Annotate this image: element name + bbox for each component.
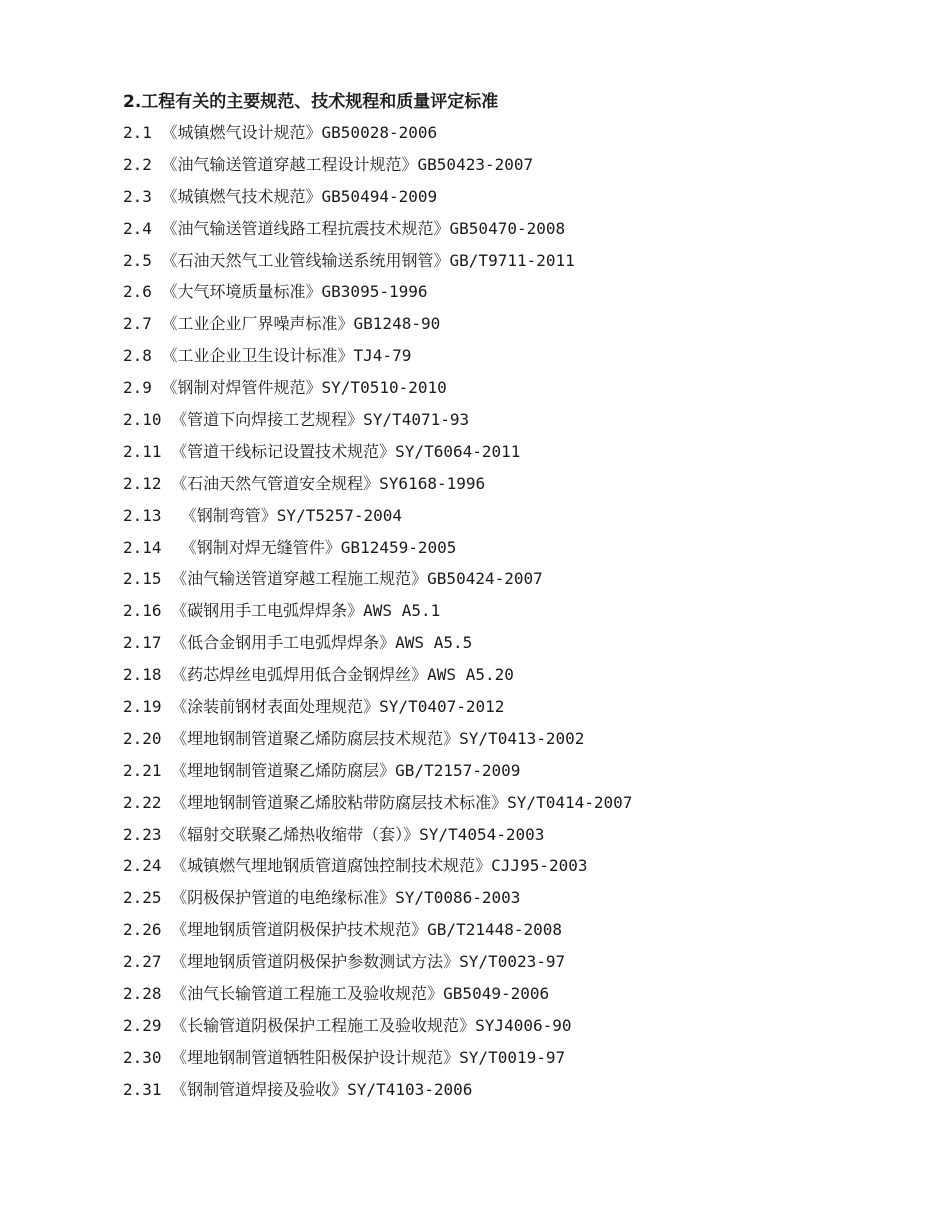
list-item: 2.5 《石油天然气工业管线输送系统用钢管》GB/T9711-2011 xyxy=(123,250,575,270)
list-item: 2.15 《油气输送管道穿越工程施工规范》GB50424-2007 xyxy=(123,569,543,589)
list-item: 2.4 《油气输送管道线路工程抗震技术规范》GB50470-2008 xyxy=(123,218,566,238)
list-item: 2.17 《低合金钢用手工电弧焊焊条》AWS A5.5 xyxy=(123,633,473,653)
list-item: 2.28 《油气长输管道工程施工及验收规范》GB5049-2006 xyxy=(123,984,550,1004)
list-item: 2.12 《石油天然气管道安全规程》SY6168-1996 xyxy=(123,473,486,493)
list-item: 2.7 《工业企业厂界噪声标准》GB1248-90 xyxy=(123,314,441,334)
list-item: 2.22 《埋地钢制管道聚乙烯胶粘带防腐层技术标准》SY/T0414-2007 xyxy=(123,792,633,812)
list-item: 2.18 《药芯焊丝电弧焊用低合金钢焊丝》AWS A5.20 xyxy=(123,665,514,685)
list-item: 2.11 《管道干线标记设置技术规范》SY/T6064-2011 xyxy=(123,441,521,461)
list-item: 2.16 《碳钢用手工电弧焊焊条》AWS A5.1 xyxy=(123,601,441,621)
list-item: 2.25 《阴极保护管道的电绝缘标准》SY/T0086-2003 xyxy=(123,888,521,908)
document-page xyxy=(123,90,903,1106)
standards-list xyxy=(123,117,903,1106)
list-item: 2.23 《辐射交联聚乙烯热收缩带（套）》SY/T4054-2003 xyxy=(123,824,545,844)
list-item: 2.8 《工业企业卫生设计标准》TJ4-79 xyxy=(123,346,412,366)
list-item: 2.6 《大气环境质量标准》GB3095-1996 xyxy=(123,282,428,302)
list-item: 2.29 《长输管道阴极保护工程施工及验收规范》SYJ4006-90 xyxy=(123,1015,572,1035)
list-item: 2.19 《涂装前钢材表面处理规范》SY/T0407-2012 xyxy=(123,697,505,717)
list-item: 2.13 《钢制弯管》SY/T5257-2004 xyxy=(123,505,403,525)
list-item: 2.1 《城镇燃气设计规范》GB50028-2006 xyxy=(123,123,438,142)
list-item: 2.2 《油气输送管道穿越工程设计规范》GB50423-2007 xyxy=(123,154,534,174)
list-item: 2.27 《埋地钢质管道阴极保护参数测试方法》SY/T0023-97 xyxy=(123,952,566,972)
list-item: 2.30 《埋地钢制管道牺牲阳极保护设计规范》SY/T0019-97 xyxy=(123,1047,566,1067)
list-item: 2.26 《埋地钢质管道阴极保护技术规范》GB/T21448-2008 xyxy=(123,920,563,940)
list-item: 2.20 《埋地钢制管道聚乙烯防腐层技术规范》SY/T0413-2002 xyxy=(123,728,585,748)
list-item: 2.3 《城镇燃气技术规范》GB50494-2009 xyxy=(123,186,438,206)
list-item: 2.10 《管道下向焊接工艺规程》SY/T4071-93 xyxy=(123,410,470,430)
list-item: 2.24 《城镇燃气埋地钢质管道腐蚀控制技术规范》CJJ95-2003 xyxy=(123,856,588,876)
section-heading: 2.工程有关的主要规范、技术规程和质量评定标准 xyxy=(123,92,499,112)
list-item: 2.9 《钢制对焊管件规范》SY/T0510-2010 xyxy=(123,378,447,398)
list-item: 2.14 《钢制对焊无缝管件》GB12459-2005 xyxy=(123,537,457,557)
list-item: 2.21 《埋地钢制管道聚乙烯防腐层》GB/T2157-2009 xyxy=(123,760,521,780)
list-item: 2.31 《钢制管道焊接及验收》SY/T4103-2006 xyxy=(123,1079,473,1099)
